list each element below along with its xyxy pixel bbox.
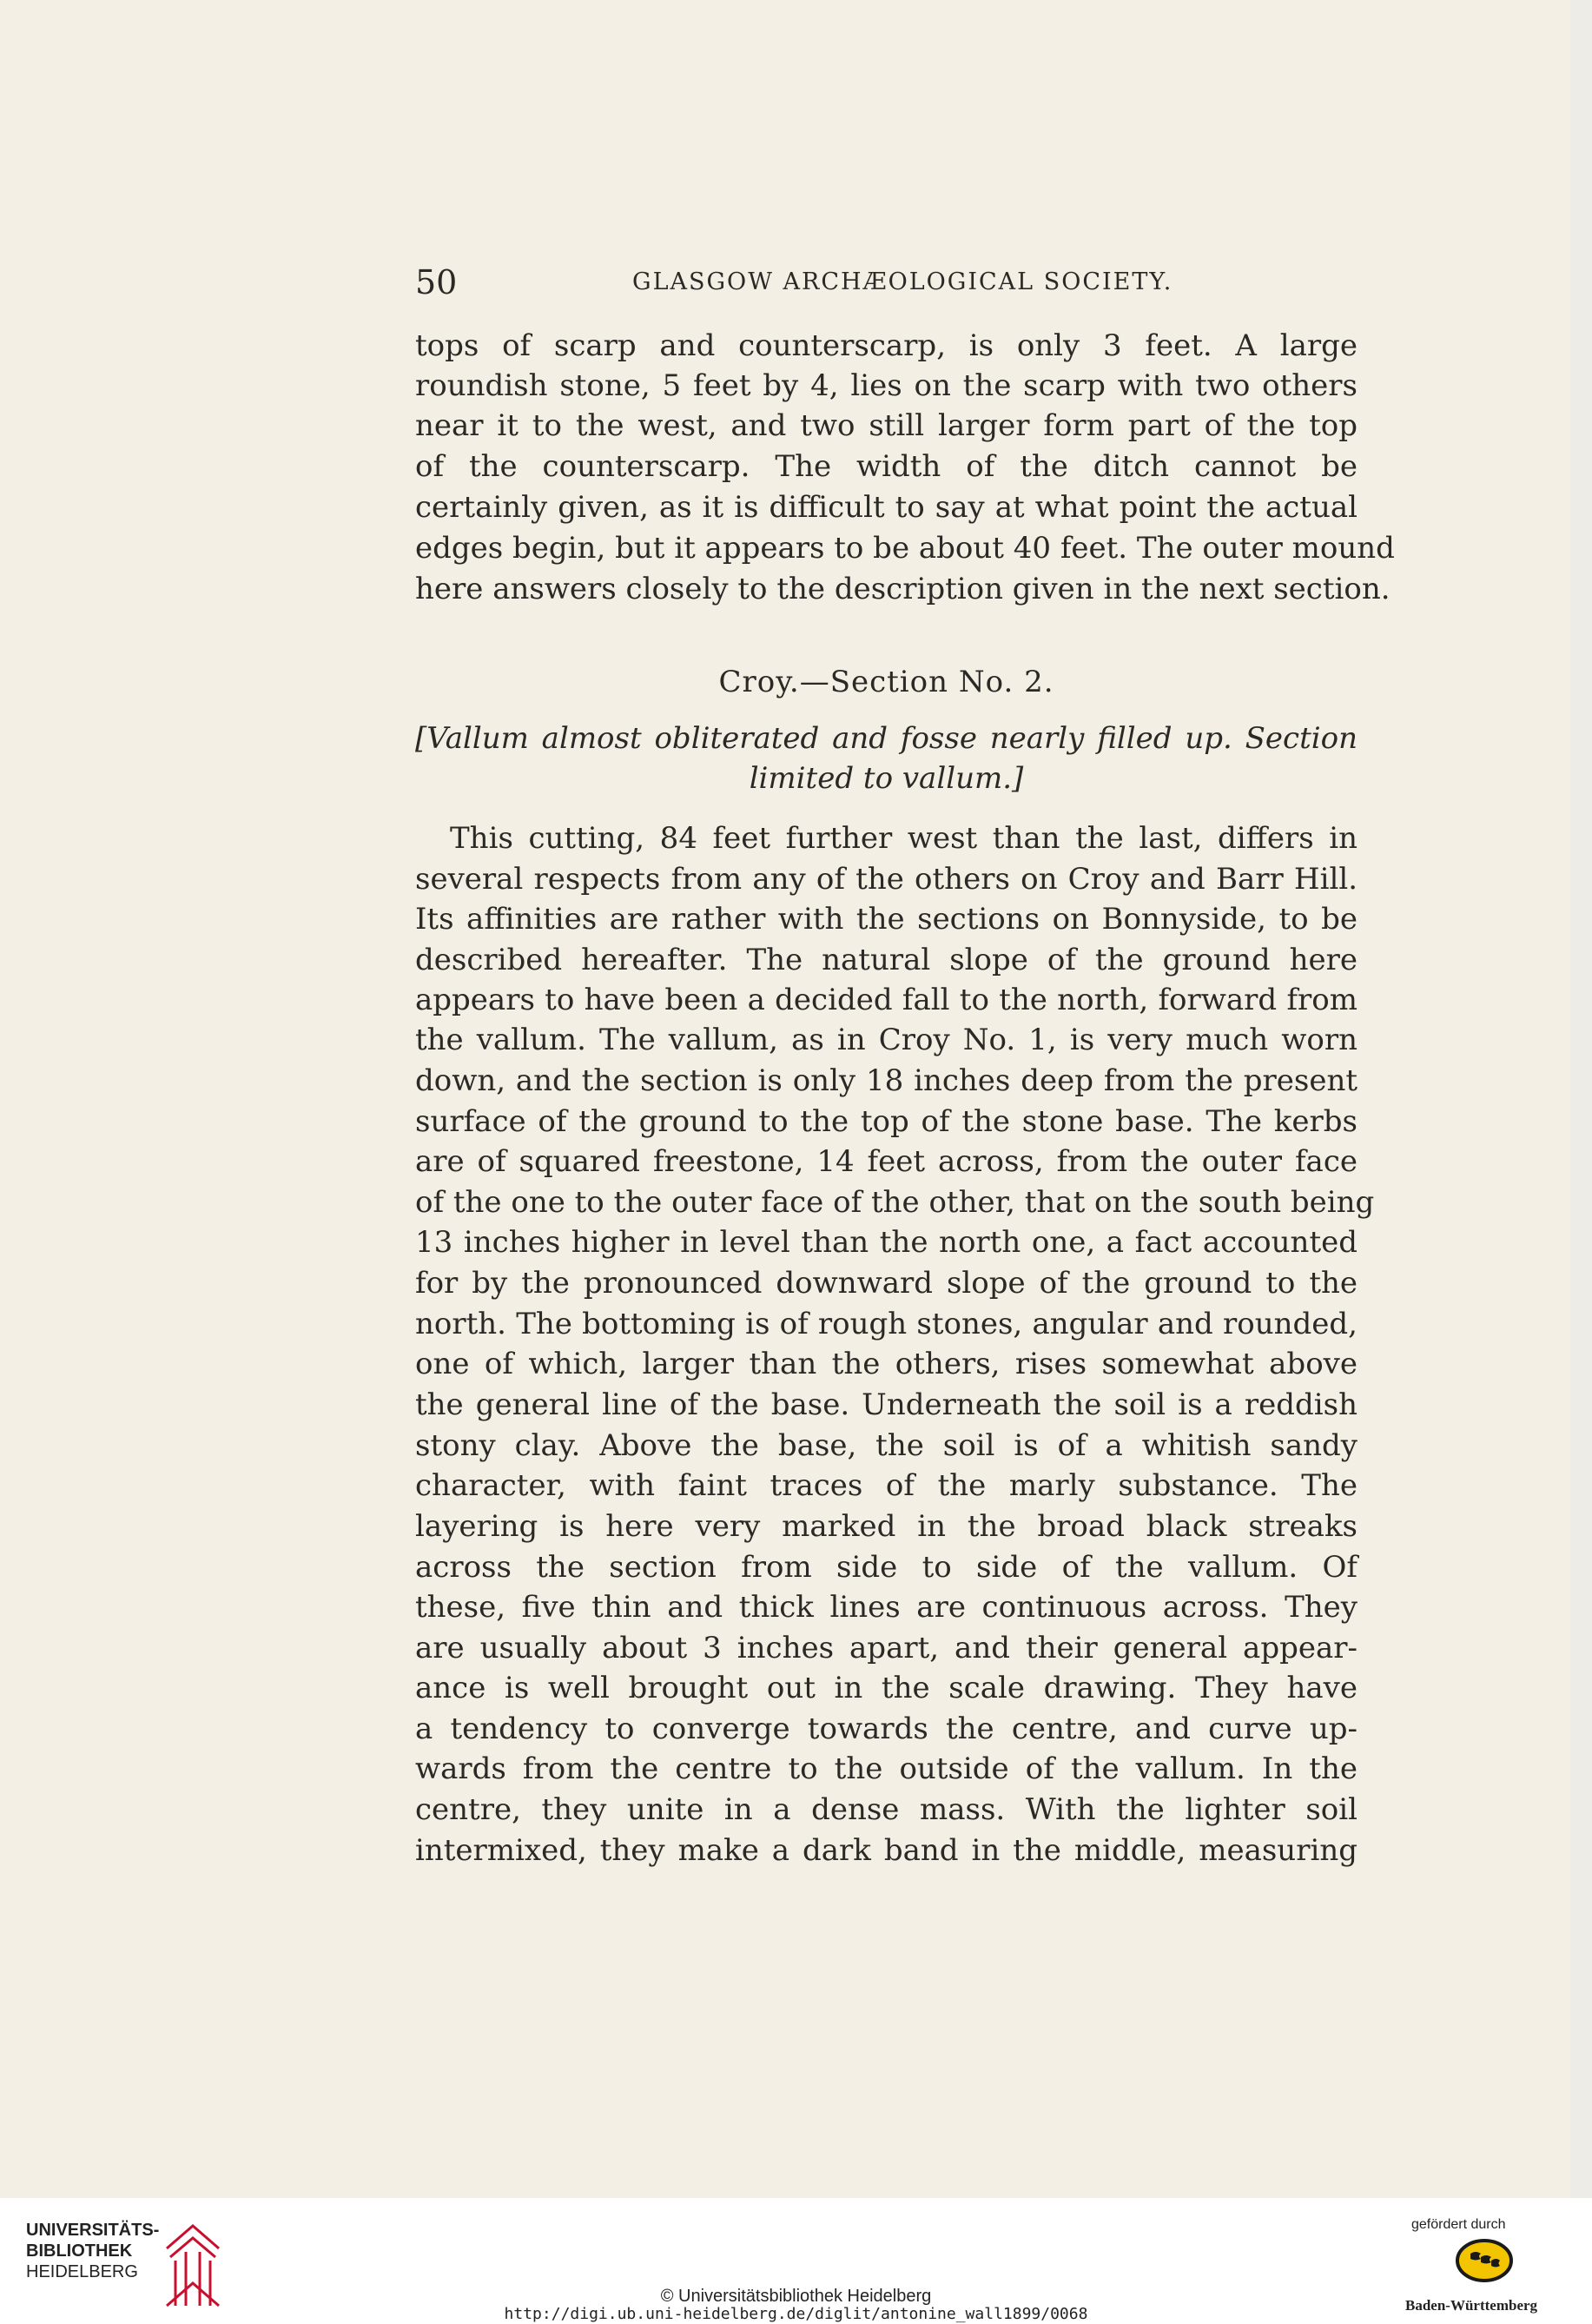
paragraph1-line: certainly given, as it is difficult to say at what point the actual [415,490,1357,525]
paragraph2-line: layering is here very marked in the broad black streaks [415,1509,1357,1544]
paragraph2-line: surface of the ground to the top of the stone base. The kerbs [415,1104,1357,1139]
paragraph2-line: This cutting, 84 feet further west than the last, differs in [450,821,1357,856]
paragraph2-line: down, and the section is only 18 inches deep from the present [415,1063,1357,1098]
state-coat-of-arms-icon[interactable] [1455,2238,1514,2283]
library-name-line: BIBLIOTHEK [26,2241,133,2261]
permalink-url[interactable]: http://digi.ub.uni-heidelberg.de/diglit/antonine_wall1899/0068 [504,2305,1088,2323]
paragraph2-line: a tendency to converge towards the centre, and curve up- [415,1712,1357,1746]
paragraph1-line: edges begin, but it appears to be about 40 feet. The outer mound [415,531,1395,566]
paragraph2-line: one of which, larger than the others, rises somewhat above [415,1347,1357,1381]
running-head: GLASGOW ARCHÆOLOGICAL SOCIETY. [632,268,1173,295]
library-name-line: UNIVERSITÄTS- [26,2221,160,2240]
paragraph2-line: ance is well brought out in the scale drawing. They have [415,1671,1357,1705]
paragraph2-line: north. The bottoming is of rough stones, angular and rounded, [415,1307,1357,1341]
page-header [415,263,1362,307]
paragraph2-line: 13 inches higher in level than the north one, a fact accounted [415,1225,1357,1260]
paragraph2-line: the general line of the base. Underneath the soil is a reddish [415,1387,1357,1422]
paragraph2-line: are of squared freestone, 14 feet across, from the outer face [415,1144,1357,1179]
scan-edge [1570,0,1592,2198]
paragraph2-line: stony clay. Above the base, the soil is of a whitish sandy [415,1428,1357,1463]
paragraph2-line: across the section from side to side of the vallum. Of [415,1550,1357,1585]
paragraph2-line: described hereafter. The natural slope of the ground here [415,943,1357,977]
paragraph1-line: of the counterscarp. The width of the ditch cannot be [415,449,1357,484]
paragraph2-line: several respects from any of the others on Croy and Barr Hill. [415,862,1357,897]
page-number: 50 [415,263,458,301]
section-subtitle: [Vallum almost obliterated and fosse nearly filled up. Section [415,721,1357,756]
paragraph2-line: of the one to the outer face of the other, that on the south being [415,1185,1375,1220]
library-logo-text[interactable] [26,2220,159,2282]
copyright-notice: © Universitätsbibliothek Heidelberg [660,2287,932,2306]
paragraph2-line: wards from the centre to the outside of the vallum. In the [415,1751,1357,1786]
paragraph2-line: are usually about 3 inches apart, and their general appear- [415,1631,1357,1665]
paragraph2-line: character, with faint traces of the marly substance. The [415,1468,1357,1503]
funded-by-label: gefördert durch [1411,2217,1506,2232]
paragraph2-line: the vallum. The vallum, as in Croy No. 1, is very much worn [415,1023,1357,1057]
paragraph1-line: near it to the west, and two still larger form part of the top [415,408,1357,443]
section-subtitle: limited to vallum.] [749,761,1024,796]
paragraph2-line: these, five thin and thick lines are continuous across. They [415,1590,1357,1625]
paragraph2-line: appears to have been a decided fall to the north, forward from [415,983,1357,1017]
section-heading: Croy.—Section No. 2. [718,665,1054,699]
paragraph1-line: roundish stone, 5 feet by 4, lies on the scarp with two others [415,368,1357,403]
funder-name: Baden-Württemberg [1405,2297,1538,2314]
paragraph2-line: intermixed, they make a dark band in the middle, measuring [415,1833,1357,1868]
paragraph2-line: for by the pronounced downward slope of the ground to the [415,1266,1357,1301]
paragraph2-line: centre, they unite in a dense mass. With the lighter soil [415,1792,1357,1827]
paragraph1-line: here answers closely to the description given in the next section. [415,572,1391,606]
library-name-line: HEIDELBERG [26,2262,138,2281]
paragraph2-line: Its affinities are rather with the sections on Bonnyside, to be [415,902,1357,937]
paragraph1-line: tops of scarp and counterscarp, is only 3 feet. A large [415,328,1357,363]
